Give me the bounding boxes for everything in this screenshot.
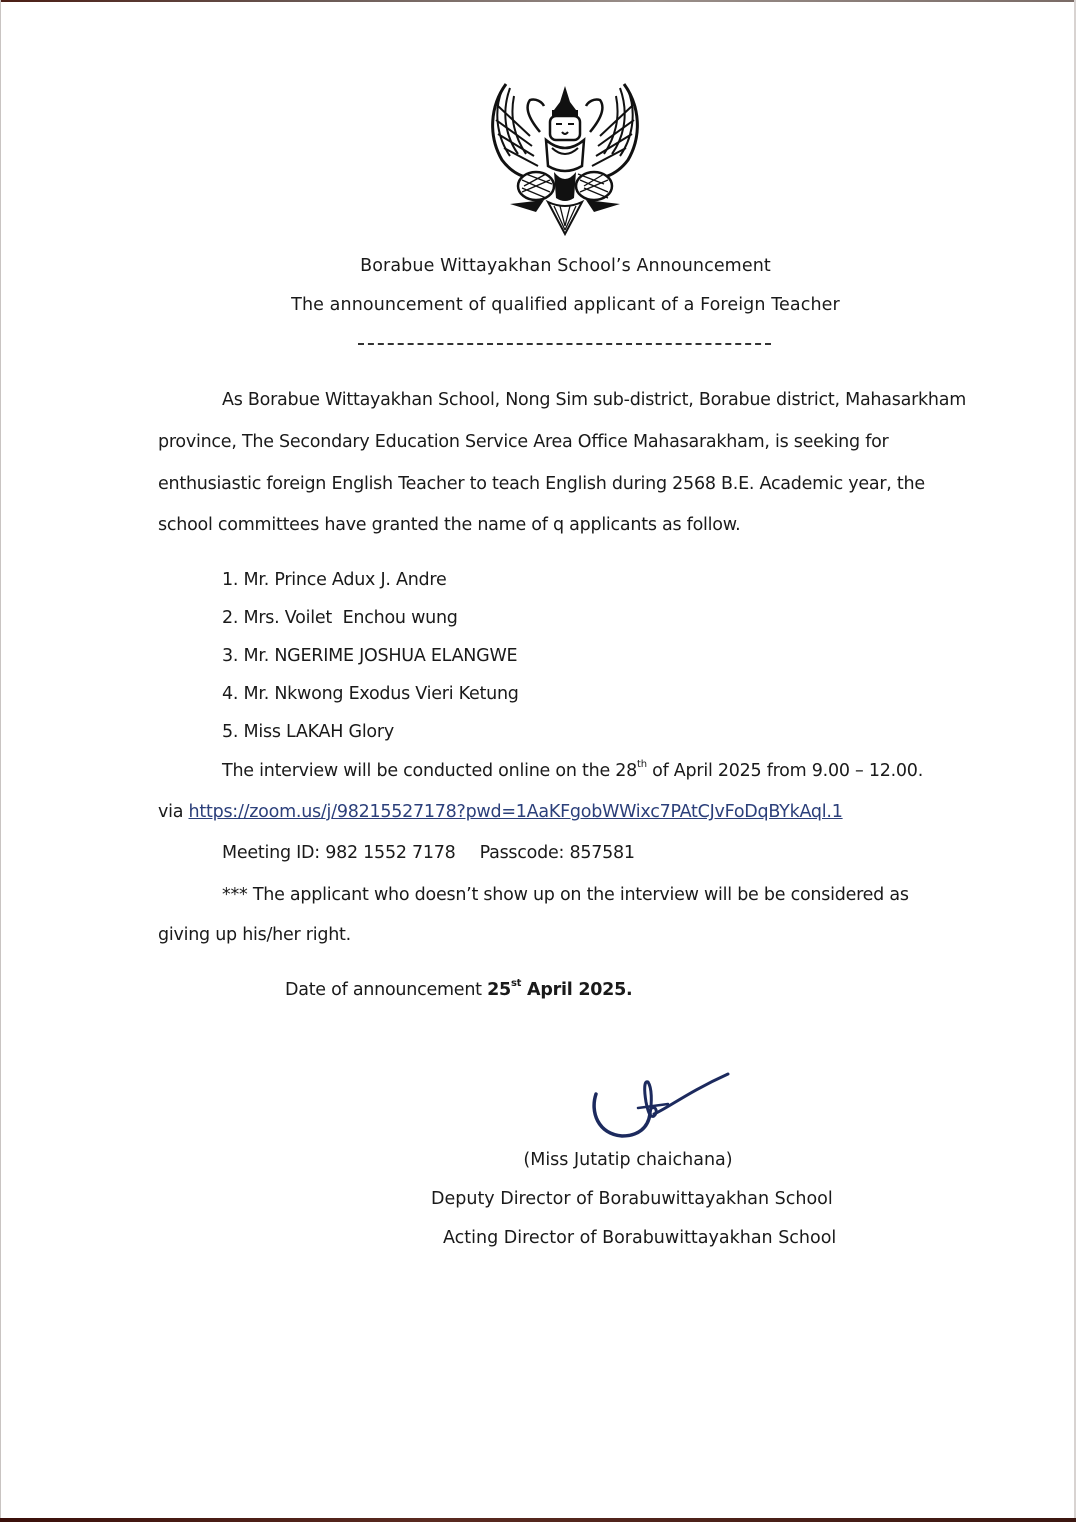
announcement-date	[285, 980, 632, 1000]
intro-line-3: enthusiastic foreign English Teacher to teach English during 2568 B.E. Academic year, the	[158, 474, 925, 494]
applicant-item: 2. Mrs. Voilet Enchou wung	[222, 608, 458, 628]
title-divider	[358, 343, 771, 345]
intro-line-4: school committees have granted the name of q applicants as follow.	[158, 515, 741, 535]
applicant-item: 3. Mr. NGERIME JOSHUA ELANGWE	[222, 646, 518, 666]
page-edge-top	[0, 0, 1076, 2]
applicant-item: 4. Mr. Nkwong Exodus Vieri Ketung	[222, 684, 519, 704]
interview-day-suffix: th	[637, 759, 647, 770]
zoom-link-line	[158, 802, 843, 822]
applicant-item: 1. Mr. Prince Adux J. Andre	[222, 570, 447, 590]
date-day-suffix: st	[510, 978, 522, 989]
zoom-meeting-link[interactable]: https://zoom.us/j/98215527178?pwd=1AaKFgobWWixc7PAtCJvFoDqBYkAql.1	[188, 802, 843, 822]
meeting-details	[222, 843, 635, 863]
signatory-title-deputy: Deputy Director of Borabuwittayakhan School	[431, 1189, 833, 1209]
interview-text: The interview will be conducted online on the 28	[222, 761, 638, 781]
via-label: via	[158, 802, 189, 822]
intro-line-1: As Borabue Wittayakhan School, Nong Sim sub-district, Borabue district, Mahasarkham	[222, 390, 967, 410]
page-edge-bottom	[0, 1518, 1076, 1522]
page-edge-left	[0, 0, 1, 1522]
interview-time: of April 2025 from 9.00 – 12.00.	[646, 761, 924, 781]
signatory-name: (Miss Jutatip chaichana)	[523, 1150, 733, 1170]
meeting-id: Meeting ID: 982 1552 7178	[222, 843, 456, 863]
announcement-title: Borabue Wittayakhan School’s Announcement	[360, 256, 771, 276]
interview-schedule	[222, 761, 923, 781]
intro-line-2: province, The Secondary Education Service Area Office Mahasarakham, is seeking for	[158, 432, 889, 452]
meeting-passcode: Passcode: 857581	[479, 843, 635, 863]
announcement-subtitle: The announcement of qualified applicant of a Foreign Teacher	[291, 295, 840, 315]
warning-line-2: giving up his/her right.	[158, 925, 351, 945]
date-day: 25	[487, 980, 511, 1000]
garuda-emblem-icon	[484, 76, 646, 236]
date-rest: April 2025.	[521, 980, 633, 1000]
warning-line-1: *** The applicant who doesn’t show up on the interview will be be considered as	[222, 885, 909, 905]
applicant-item: 5. Miss LAKAH Glory	[222, 722, 394, 742]
handwritten-signature	[588, 1068, 738, 1140]
signatory-title-acting: Acting Director of Borabuwittayakhan School	[443, 1228, 837, 1248]
date-label: Date of announcement	[285, 980, 488, 1000]
